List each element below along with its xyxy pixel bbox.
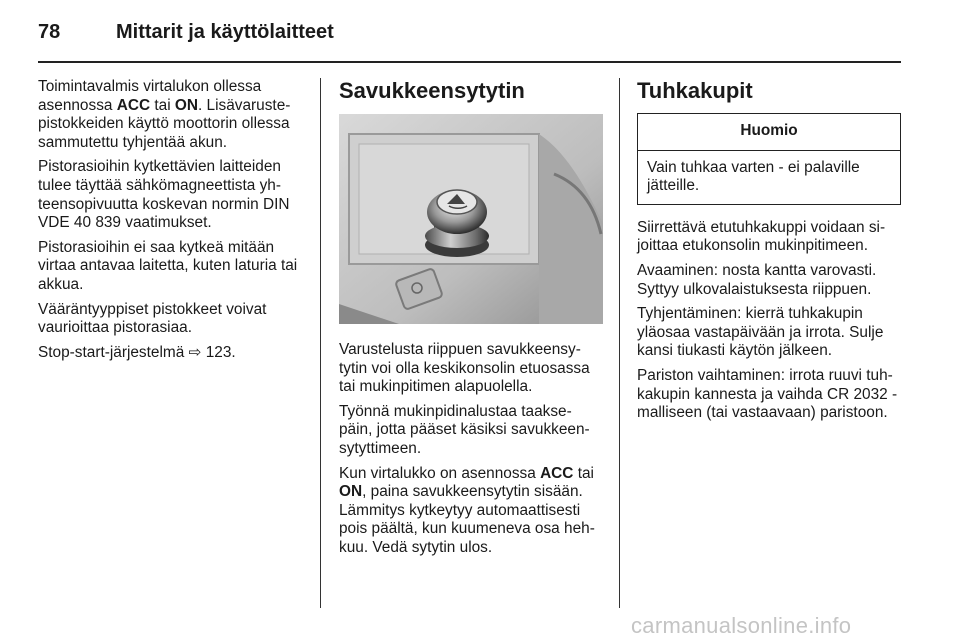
paragraph: Avaaminen: nosta kantta varovasti. Syttyy ulkovalaistuksesta riippuen. [637,261,877,298]
acc-label: ACC [540,464,574,482]
note-box [637,113,901,205]
column-middle [339,78,603,564]
paragraph: Pistorasioihin ei saa kytkeä mitään virtaa antavaa laitetta, kuten laturia tai akkua. [38,238,298,293]
paragraph: Pariston vaihtaminen: irrota ruuvi tuh-kakupin kannesta ja vaihda CR 2032 -malliseen (tai vastaavaan) paristoon. [637,366,898,422]
page-reference-arrow-icon[interactable]: ⇨ [188,343,202,361]
on-label: ON [174,96,198,114]
paragraph: Toimintavalmis virtalukon ollessa asennossa ACC tai ON. Lisävaruste-pistokkeiden käyttö moottorin ollessa sammutettu tyhjentää akun. [38,78,291,151]
page-number: 78 [38,20,61,43]
cigarette-lighter-photo-icon [339,114,603,324]
paragraph: Tyhjentäminen: kierrä tuhkakupin yläosaa vastapäivään ja irrota. Sulje kansi tiukasti käytön jälkeen. [637,305,884,360]
watermark: carmanualsonline.info [631,613,852,638]
note-body: Vain tuhkaa varten - ei palaville jätteille. [647,158,860,195]
paragraph: Pistorasioihin kytkettävien laitteiden tulee täyttää sähkömagneettista yh-teensopivuutta koskevan normin DIN VDE 40 839 vaatimukset. [38,158,290,232]
header-rule [38,61,901,63]
acc-label: ACC [116,96,151,114]
column-left [38,78,310,368]
column-right [637,78,903,429]
column-divider [320,78,321,608]
cigarette-lighter-photo [339,114,603,324]
chapter-title: Mittarit ja käyttölaitteet [116,20,334,43]
section-heading: Savukkeensytytin [339,78,525,103]
paragraph: Työnnä mukinpidinalustaa taakse-päin, jotta pääset käsiksi savukkeen-sytyttimeen. [339,402,590,457]
paragraph: Vääräntyyppiset pistokkeet voivat vaurioittaa pistorasiaa. [38,300,267,337]
section-heading: Tuhkakupit [637,78,753,103]
note-title: Huomio [638,114,900,151]
paragraph: Siirrettävä etutuhkakuppi voidaan si-joittaa etukonsolin mukinpitimeen. [637,218,886,255]
page-header [38,17,334,47]
on-label: ON [339,483,363,501]
paragraph: Stop-start-järjestelmä ⇨ 123. [38,343,236,361]
paragraph: Varustelusta riippuen savukkeensy-tytin voi olla keskikonsolin etuosassa tai mukinpitimen alapuolella. [339,341,590,396]
column-divider [619,78,620,608]
page-reference[interactable]: 123. [201,343,236,361]
paragraph: Kun virtalukko on asennossa ACC tai ON, paina savukkeensytytin sisään. Lämmitys kytkeytyy automaattisesti pois päältä, kun kuumeneva osa heh-kuu. Vedä sytytin ulos. [339,464,595,556]
